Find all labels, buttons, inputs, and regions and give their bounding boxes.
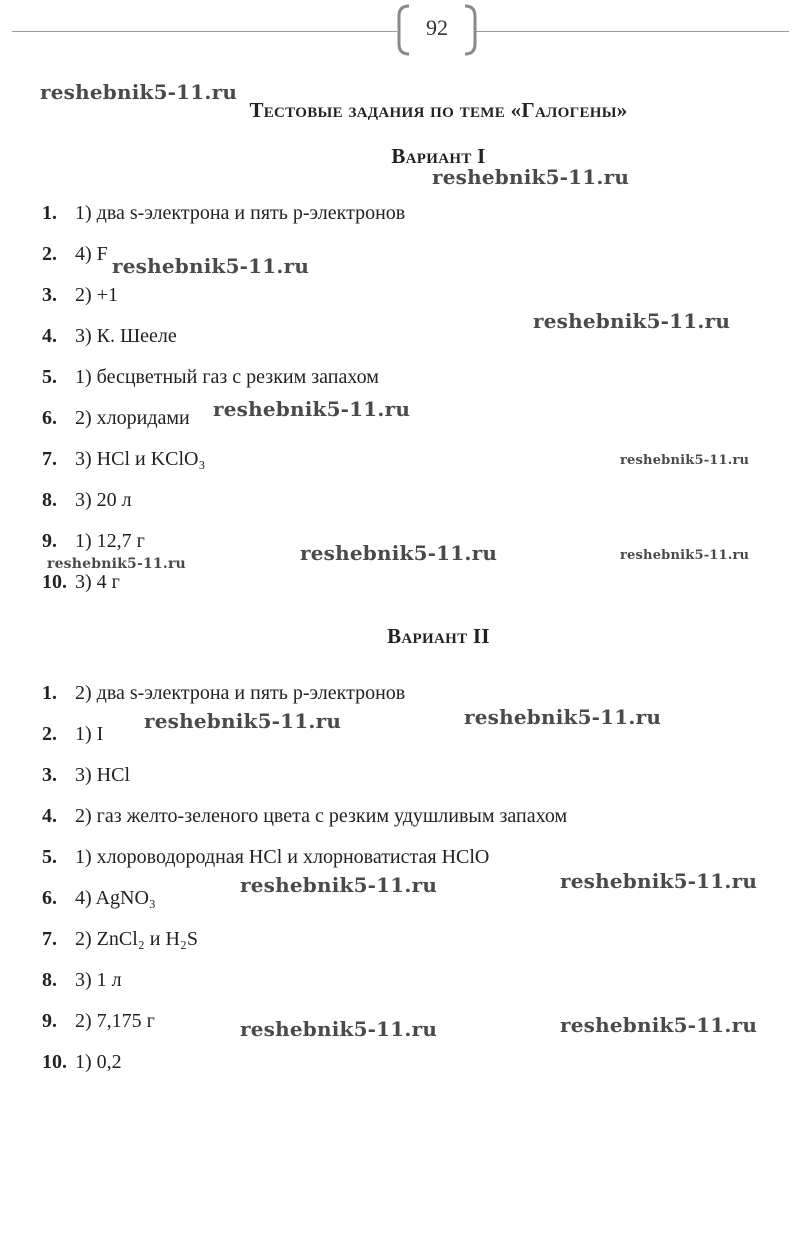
answer-number: 3. — [42, 284, 57, 306]
answer-row — [42, 243, 108, 266]
watermark: reshebnik5-11.ru — [620, 548, 750, 563]
watermark: reshebnik5-11.ru — [40, 80, 238, 104]
answer-number: 5. — [42, 366, 57, 388]
answer-row — [42, 682, 405, 705]
watermark: reshebnik5-11.ru — [432, 165, 630, 189]
page-number: 92 — [426, 15, 448, 40]
answer-number: 10. — [42, 571, 67, 593]
variant-1-heading: Вариант I — [391, 144, 486, 168]
answer-number: 3. — [42, 764, 57, 786]
answer-number: 8. — [42, 969, 57, 991]
header-rule-right — [476, 31, 789, 32]
answer-row — [42, 202, 405, 225]
answer-row — [42, 887, 156, 910]
answer-text: 3) HCl и KClO₃ — [75, 448, 206, 470]
answer-text: 2) газ желто-зеленого цвета с резким удушливым запахом — [75, 805, 568, 827]
watermark: reshebnik5-11.ru — [144, 709, 342, 733]
answer-number: 2. — [42, 723, 57, 745]
answer-text: 2) 7,175 г — [75, 1010, 155, 1032]
answer-number: 6. — [42, 407, 57, 429]
answer-text: 3) К. Шееле — [75, 325, 177, 347]
watermark: reshebnik5-11.ru — [47, 556, 186, 572]
answer-number: 6. — [42, 887, 57, 909]
page-header — [0, 0, 801, 70]
answer-number: 1. — [42, 682, 57, 704]
watermark: reshebnik5-11.ru — [240, 1017, 438, 1041]
answer-text: 1) 0,2 — [75, 1051, 122, 1073]
watermark: reshebnik5-11.ru — [560, 1013, 758, 1037]
watermark: reshebnik5-11.ru — [112, 254, 310, 278]
watermark: reshebnik5-11.ru — [213, 397, 411, 421]
answer-row — [42, 805, 567, 828]
answer-text: 4) F — [75, 243, 108, 265]
answer-text: 1) бесцветный газ с резким запахом — [75, 366, 379, 388]
page-title: Тестовые задания по теме «Галогены» — [249, 98, 628, 122]
answer-number: 2. — [42, 243, 57, 265]
answer-row — [42, 325, 177, 348]
variant-2-heading: Вариант II — [387, 624, 490, 648]
answer-text: 3) HCl — [75, 764, 130, 786]
answer-row — [42, 846, 489, 869]
answer-text: 1) хлороводородная HCl и хлорноватистая HClO — [75, 846, 490, 868]
answer-row — [42, 1051, 122, 1074]
watermark: reshebnik5-11.ru — [560, 869, 758, 893]
answer-number: 7. — [42, 448, 57, 470]
answer-text: 1) 12,7 г — [75, 530, 145, 552]
answer-text: 2) хлоридами — [75, 407, 190, 429]
watermark: reshebnik5-11.ru — [300, 541, 498, 565]
answer-row — [42, 407, 190, 430]
watermark: reshebnik5-11.ru — [240, 873, 438, 897]
answer-row — [42, 723, 103, 746]
answer-text: 3) 1 л — [75, 969, 122, 991]
answer-row — [42, 366, 379, 389]
answer-number: 9. — [42, 530, 57, 552]
page-number-box — [397, 4, 477, 56]
watermark: reshebnik5-11.ru — [620, 453, 750, 468]
answer-text: 4) AgNO₃ — [75, 887, 156, 909]
answer-text: 2) два s-электрона и пять p-электронов — [75, 682, 406, 704]
answer-number: 4. — [42, 325, 57, 347]
answer-row — [42, 764, 130, 787]
answer-number: 7. — [42, 928, 57, 950]
answer-row — [42, 969, 122, 992]
answer-text: 2) ZnCl₂ и H₂S — [75, 928, 198, 950]
answer-text: 3) 20 л — [75, 489, 132, 511]
answer-text: 3) 4 г — [75, 571, 120, 593]
answer-number: 8. — [42, 489, 57, 511]
answer-row — [42, 571, 120, 594]
answer-number: 10. — [42, 1051, 67, 1073]
answer-row — [42, 928, 198, 951]
header-rule-left — [12, 31, 397, 32]
answer-row — [42, 284, 118, 307]
answer-row — [42, 448, 205, 471]
answer-row — [42, 1010, 155, 1033]
answer-number: 1. — [42, 202, 57, 224]
answer-row — [42, 530, 145, 553]
answer-number: 5. — [42, 846, 57, 868]
watermark: reshebnik5-11.ru — [464, 705, 662, 729]
answer-number: 4. — [42, 805, 57, 827]
answer-number: 9. — [42, 1010, 57, 1032]
watermark: reshebnik5-11.ru — [533, 309, 731, 333]
answer-text: 1) два s-электрона и пять p-электронов — [75, 202, 406, 224]
answer-text: 1) I — [75, 723, 104, 745]
answer-text: 2) +1 — [75, 284, 118, 306]
answer-row — [42, 489, 132, 512]
